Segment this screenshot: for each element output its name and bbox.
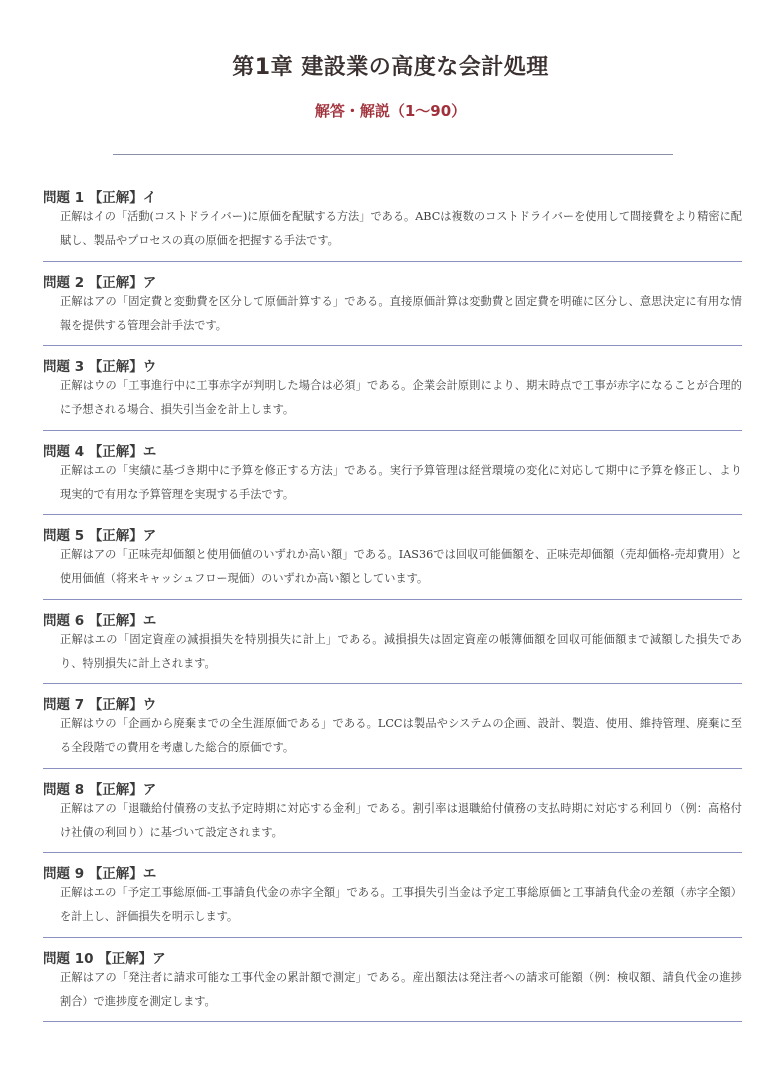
answer-explanation: 正解はアの「発注者に請求可能な工事代金の累計額で測定」である。産出額法は発注者への請求可能額（例：検収額、請負代金の進捗割合）で進捗度を測定します。: [60, 970, 742, 1008]
answer-explanation: 正解はウの「企画から廃棄までの全生涯原価である」である。LCCは製品やシステムの企画、設計、製造、使用、維持管理、廃棄に至る全段階での費用を考慮した総合的原価です。: [60, 717, 742, 754]
answer-item: [43, 521, 742, 606]
answer-item: [43, 775, 742, 860]
answer-heading: 問題 7 【正解】ウ: [43, 697, 157, 713]
item-divider: [43, 937, 742, 938]
answer-list: [43, 183, 742, 1028]
item-divider: [43, 683, 742, 684]
answer-item: [43, 859, 742, 944]
section-subtitle: 解答・解説（1〜90）: [314, 102, 467, 120]
answer-item: [43, 606, 742, 691]
item-divider: [43, 1021, 742, 1022]
item-divider: [43, 599, 742, 600]
answer-heading: 問題 4 【正解】エ: [43, 443, 157, 460]
answer-explanation: 正解はイの「活動(コストドライバー)に原価を配賦する方法」である。ABCは複数のコストドライバーを使用して間接費をより精密に配賦し、製品やプロセスの真の原価を把握する手法です。: [60, 210, 742, 247]
answer-heading: 問題 6 【正解】エ: [43, 612, 157, 629]
answer-heading: 問題 9 【正解】エ: [43, 866, 157, 882]
answer-item: [43, 690, 742, 775]
answer-item: [43, 352, 742, 437]
chapter-title: 第1章 建設業の高度な会計処理: [232, 55, 549, 80]
answer-heading: 問題 1 【正解】イ: [43, 190, 157, 206]
answer-item: [43, 944, 742, 1029]
item-divider: [43, 768, 742, 769]
answer-explanation: 正解はアの「正味売却価額と使用価値のいずれか高い額」である。IAS36では回収可能価額を、正味売却価額（売却価格-売却費用）と使用価値（将来キャッシュフロー現価）のいずれか高い額としています。: [60, 548, 742, 585]
item-divider: [43, 852, 742, 853]
item-divider: [43, 514, 742, 515]
answer-heading: 問題 3 【正解】ウ: [43, 359, 157, 375]
item-divider: [43, 430, 742, 431]
title-divider: [113, 154, 673, 155]
answer-heading: 問題 2 【正解】ア: [43, 274, 157, 291]
answer-heading: 問題 8 【正解】ア: [43, 781, 157, 798]
answer-explanation: 正解はエの「実績に基づき期中に予算を修正する方法」である。実行予算管理は経営環境の変化に対応して期中に予算を修正し、より現実的で有用な予算管理を実現する手法です。: [60, 463, 742, 501]
item-divider: [43, 261, 742, 262]
answer-heading: 問題 5 【正解】ア: [43, 528, 157, 544]
answer-explanation: 正解はエの「固定資産の減損損失を特別損失に計上」である。減損損失は固定資産の帳簿価額を回収可能価額まで減額した損失であり、特別損失に計上されます。: [60, 632, 742, 670]
item-divider: [43, 345, 742, 346]
answer-explanation: 正解はアの「固定費と変動費を区分して原価計算する」である。直接原価計算は変動費と固定費を明確に区分し、意思決定に有用な情報を提供する管理会計手法です。: [60, 294, 742, 332]
answer-explanation: 正解はアの「退職給付債務の支払予定時期に対応する金利」である。割引率は退職給付債務の支払時期に対応する利回り（例：高格付け社債の利回り）に基づいて設定されます。: [60, 801, 742, 839]
answer-explanation: 正解はウの「工事進行中に工事赤字が判明した場合は必須」である。企業会計原則により、期末時点で工事が赤字になることが合理的に予想される場合、損失引当金を計上します。: [60, 379, 742, 416]
answer-heading: 問題 10 【正解】ア: [43, 950, 166, 967]
answer-explanation: 正解はエの「予定工事総原価-工事請負代金の赤字全額」である。工事損失引当金は予定工事総原価と工事請負代金の差額（赤字全額）を計上し、評価損失を明示します。: [60, 886, 742, 923]
answer-item: [43, 268, 742, 353]
answer-item: [43, 437, 742, 522]
answer-item: [43, 183, 742, 268]
